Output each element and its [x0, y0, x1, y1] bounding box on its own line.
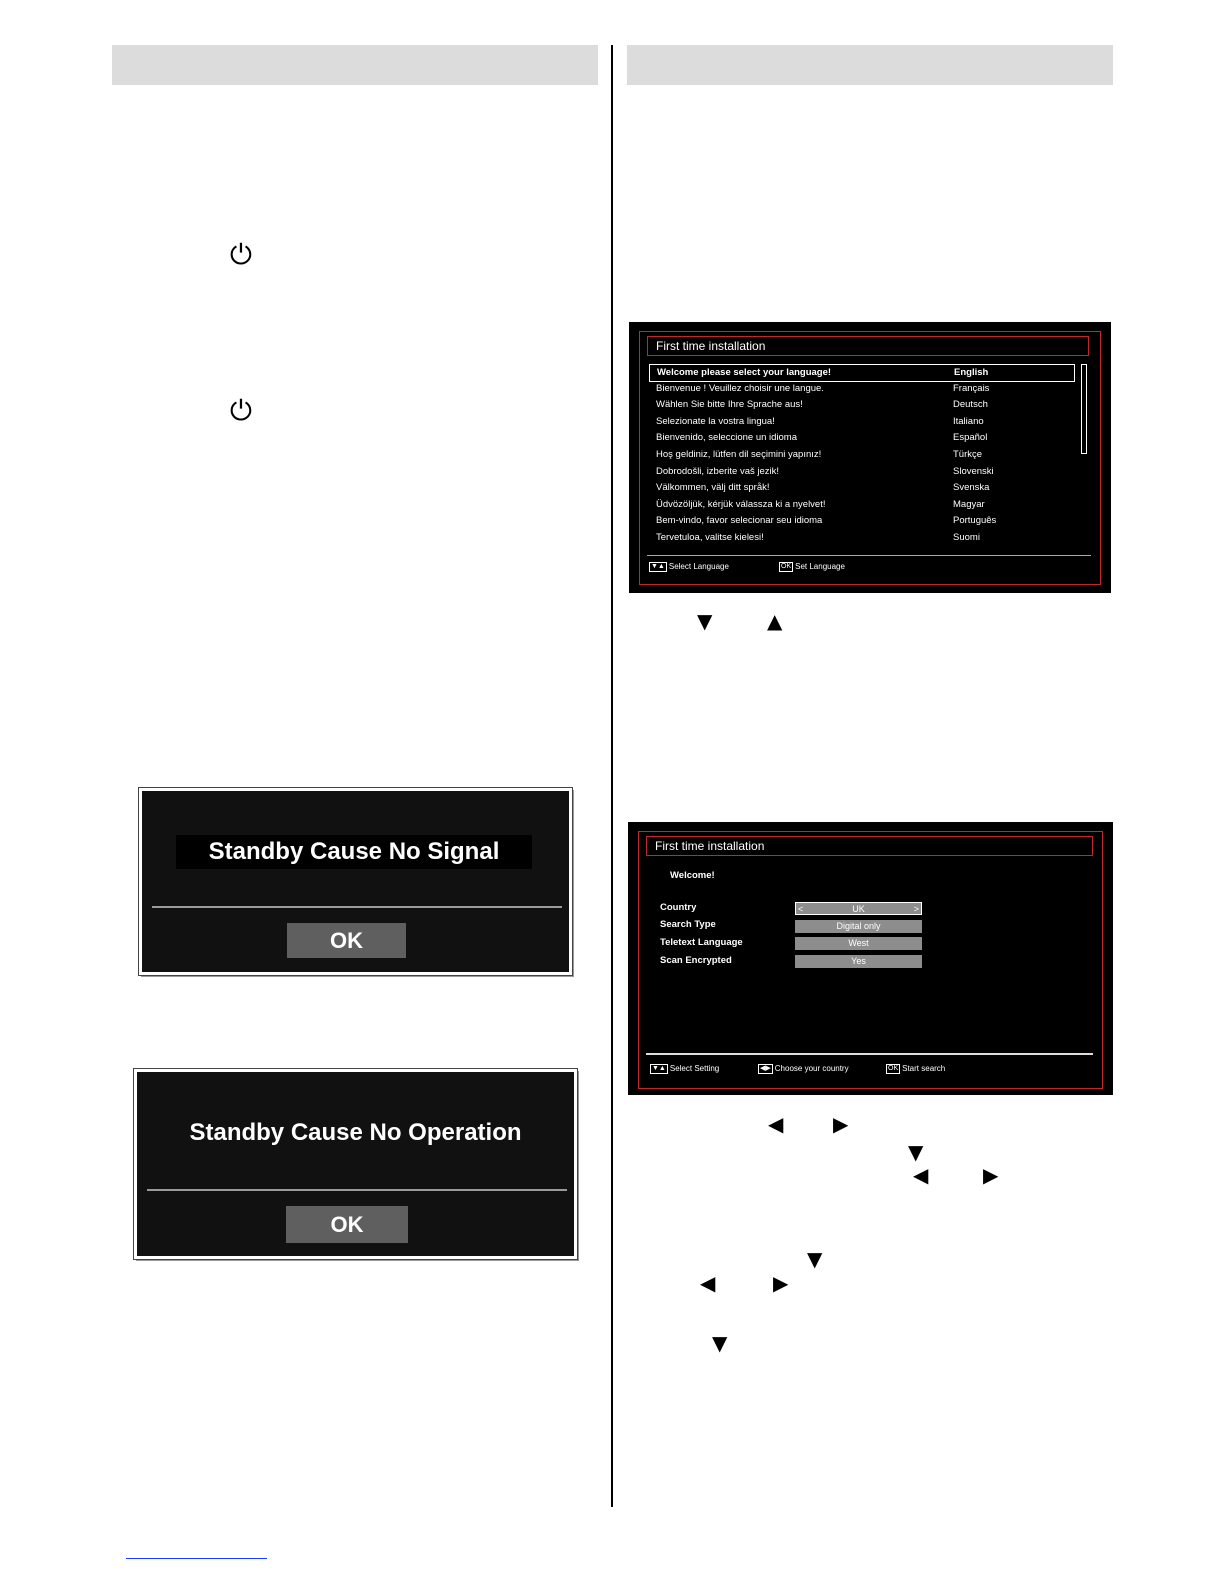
- right-arrow-icon: ▶: [983, 1163, 999, 1187]
- language-prompt: Välkommen, välj ditt språk!: [656, 482, 770, 494]
- footer-ok-hint: [779, 561, 845, 573]
- language-prompt: Üdvözöljük, kérjük válassza ki a nyelvet!: [656, 498, 826, 510]
- welcome-text: Welcome!: [670, 870, 715, 881]
- country-value: UK: [852, 904, 865, 914]
- language-name: Français: [953, 382, 990, 394]
- language-option[interactable]: [649, 364, 1075, 382]
- welcome-settings-menu: [628, 822, 1113, 1095]
- left-arrow-icon: ◀: [913, 1163, 929, 1187]
- language-name: Svenska: [953, 482, 990, 494]
- language-prompt: Dobrodošli, izberite vaš jezik!: [656, 465, 780, 477]
- right-section-header: [627, 45, 1113, 85]
- language-prompt: Hoş geldiniz, lütfen dil seçimini yapınız!: [656, 449, 822, 460]
- language-option[interactable]: [649, 447, 1082, 463]
- footer-select-hint: [649, 561, 729, 573]
- right-arrow-icon: ▶: [773, 1271, 789, 1295]
- chevron-left-icon[interactable]: <: [798, 904, 804, 914]
- menu-footer-separator: [647, 555, 1091, 556]
- down-arrow-icon: ▼: [697, 609, 713, 633]
- scrollbar[interactable]: [1081, 364, 1087, 454]
- setting-label-country: Country: [660, 902, 697, 913]
- dialog-separator: [152, 906, 562, 908]
- left-right-keys-icon: ◀▶: [760, 1064, 771, 1072]
- language-option[interactable]: [649, 497, 1082, 513]
- language-option[interactable]: [649, 381, 1082, 397]
- footer-select-label: Select Setting: [669, 1064, 720, 1073]
- language-name: Italiano: [953, 415, 984, 427]
- chevron-right-icon[interactable]: >: [913, 904, 919, 914]
- footer-link-underline[interactable]: [126, 1558, 267, 1559]
- language-option[interactable]: [649, 513, 1082, 529]
- down-arrow-icon: ▼: [712, 1331, 728, 1355]
- language-option[interactable]: [649, 480, 1082, 496]
- menu-title: First time installation: [647, 336, 1089, 356]
- left-arrow-icon: ◀: [768, 1112, 784, 1136]
- language-name: Slovenski: [953, 465, 994, 477]
- language-prompt: Tervetuloa, valitse kielesi!: [656, 532, 764, 543]
- left-arrow-icon: ◀: [700, 1271, 716, 1295]
- footer-ok-label: Start search: [902, 1064, 946, 1073]
- ok-button[interactable]: OK: [287, 923, 406, 958]
- language-name: Deutsch: [953, 399, 988, 411]
- dialog-message: Standby Cause No Operation: [189, 1119, 522, 1146]
- language-option[interactable]: [649, 414, 1082, 430]
- scan-encrypted-value[interactable]: Yes: [795, 955, 922, 968]
- dialog-message: Standby Cause No Signal: [176, 835, 532, 869]
- down-up-keys-icon: ▼▲: [652, 1064, 666, 1072]
- dialog-separator: [147, 1189, 567, 1191]
- footer-select-label: Select Language: [668, 562, 729, 571]
- language-option[interactable]: [649, 397, 1082, 413]
- language-name: Español: [953, 432, 988, 444]
- language-name: Magyar: [953, 498, 985, 510]
- language-prompt: Wählen Sie bitte Ihre Sprache aus!: [656, 399, 803, 411]
- language-prompt: Selezionate la vostra lingua!: [656, 415, 775, 427]
- country-selector[interactable]: [795, 902, 922, 915]
- menu-title: First time installation: [646, 836, 1093, 856]
- menu-footer-separator: [646, 1053, 1093, 1055]
- setting-label-teletext: Teletext Language: [660, 937, 743, 948]
- down-arrow-icon: ▼: [807, 1247, 823, 1271]
- up-arrow-icon: ▲: [767, 609, 783, 633]
- language-name: Português: [953, 515, 997, 527]
- down-arrow-icon: ▼: [908, 1140, 924, 1164]
- language-prompt: Bienvenue ! Veuillez choisir une langue.: [656, 382, 824, 394]
- right-arrow-icon: ▶: [833, 1112, 849, 1136]
- power-icon: ⏻: [229, 395, 253, 426]
- column-divider: [611, 45, 613, 1507]
- standby-no-operation-dialog: [134, 1069, 577, 1259]
- language-prompt: Bienvenido, seleccione un idioma: [656, 432, 798, 444]
- search-type-value[interactable]: Digital only: [795, 920, 922, 933]
- language-option[interactable]: [649, 464, 1082, 480]
- ok-button[interactable]: OK: [286, 1206, 408, 1243]
- language-name: Suomi: [953, 532, 980, 543]
- footer-country-label: Choose your country: [774, 1064, 849, 1073]
- standby-no-signal-dialog: [139, 788, 572, 975]
- footer-ok-hint: [886, 1063, 945, 1075]
- language-name: English: [954, 367, 989, 378]
- footer-country-hint: [758, 1063, 849, 1075]
- setting-label-scan-encrypted: Scan Encrypted: [660, 955, 732, 966]
- ok-key-icon: OK: [888, 1064, 899, 1072]
- ok-key-icon: OK: [781, 562, 792, 570]
- language-prompt: Bem-vindo, favor selecionar seu idioma: [656, 515, 823, 527]
- language-prompt: Welcome please select your language!: [657, 367, 832, 378]
- teletext-language-value[interactable]: West: [795, 937, 922, 950]
- power-icon: ⏻: [229, 239, 253, 270]
- footer-ok-label: Set Language: [795, 562, 845, 571]
- footer-select-hint: [650, 1063, 719, 1075]
- language-option[interactable]: [649, 430, 1082, 446]
- left-section-header: [112, 45, 598, 85]
- down-up-keys-icon: ▼▲: [651, 562, 665, 570]
- language-selection-menu: [629, 322, 1111, 593]
- language-option[interactable]: [649, 530, 1082, 546]
- language-name: Türkçe: [953, 449, 983, 460]
- setting-label-search-type: Search Type: [660, 919, 716, 930]
